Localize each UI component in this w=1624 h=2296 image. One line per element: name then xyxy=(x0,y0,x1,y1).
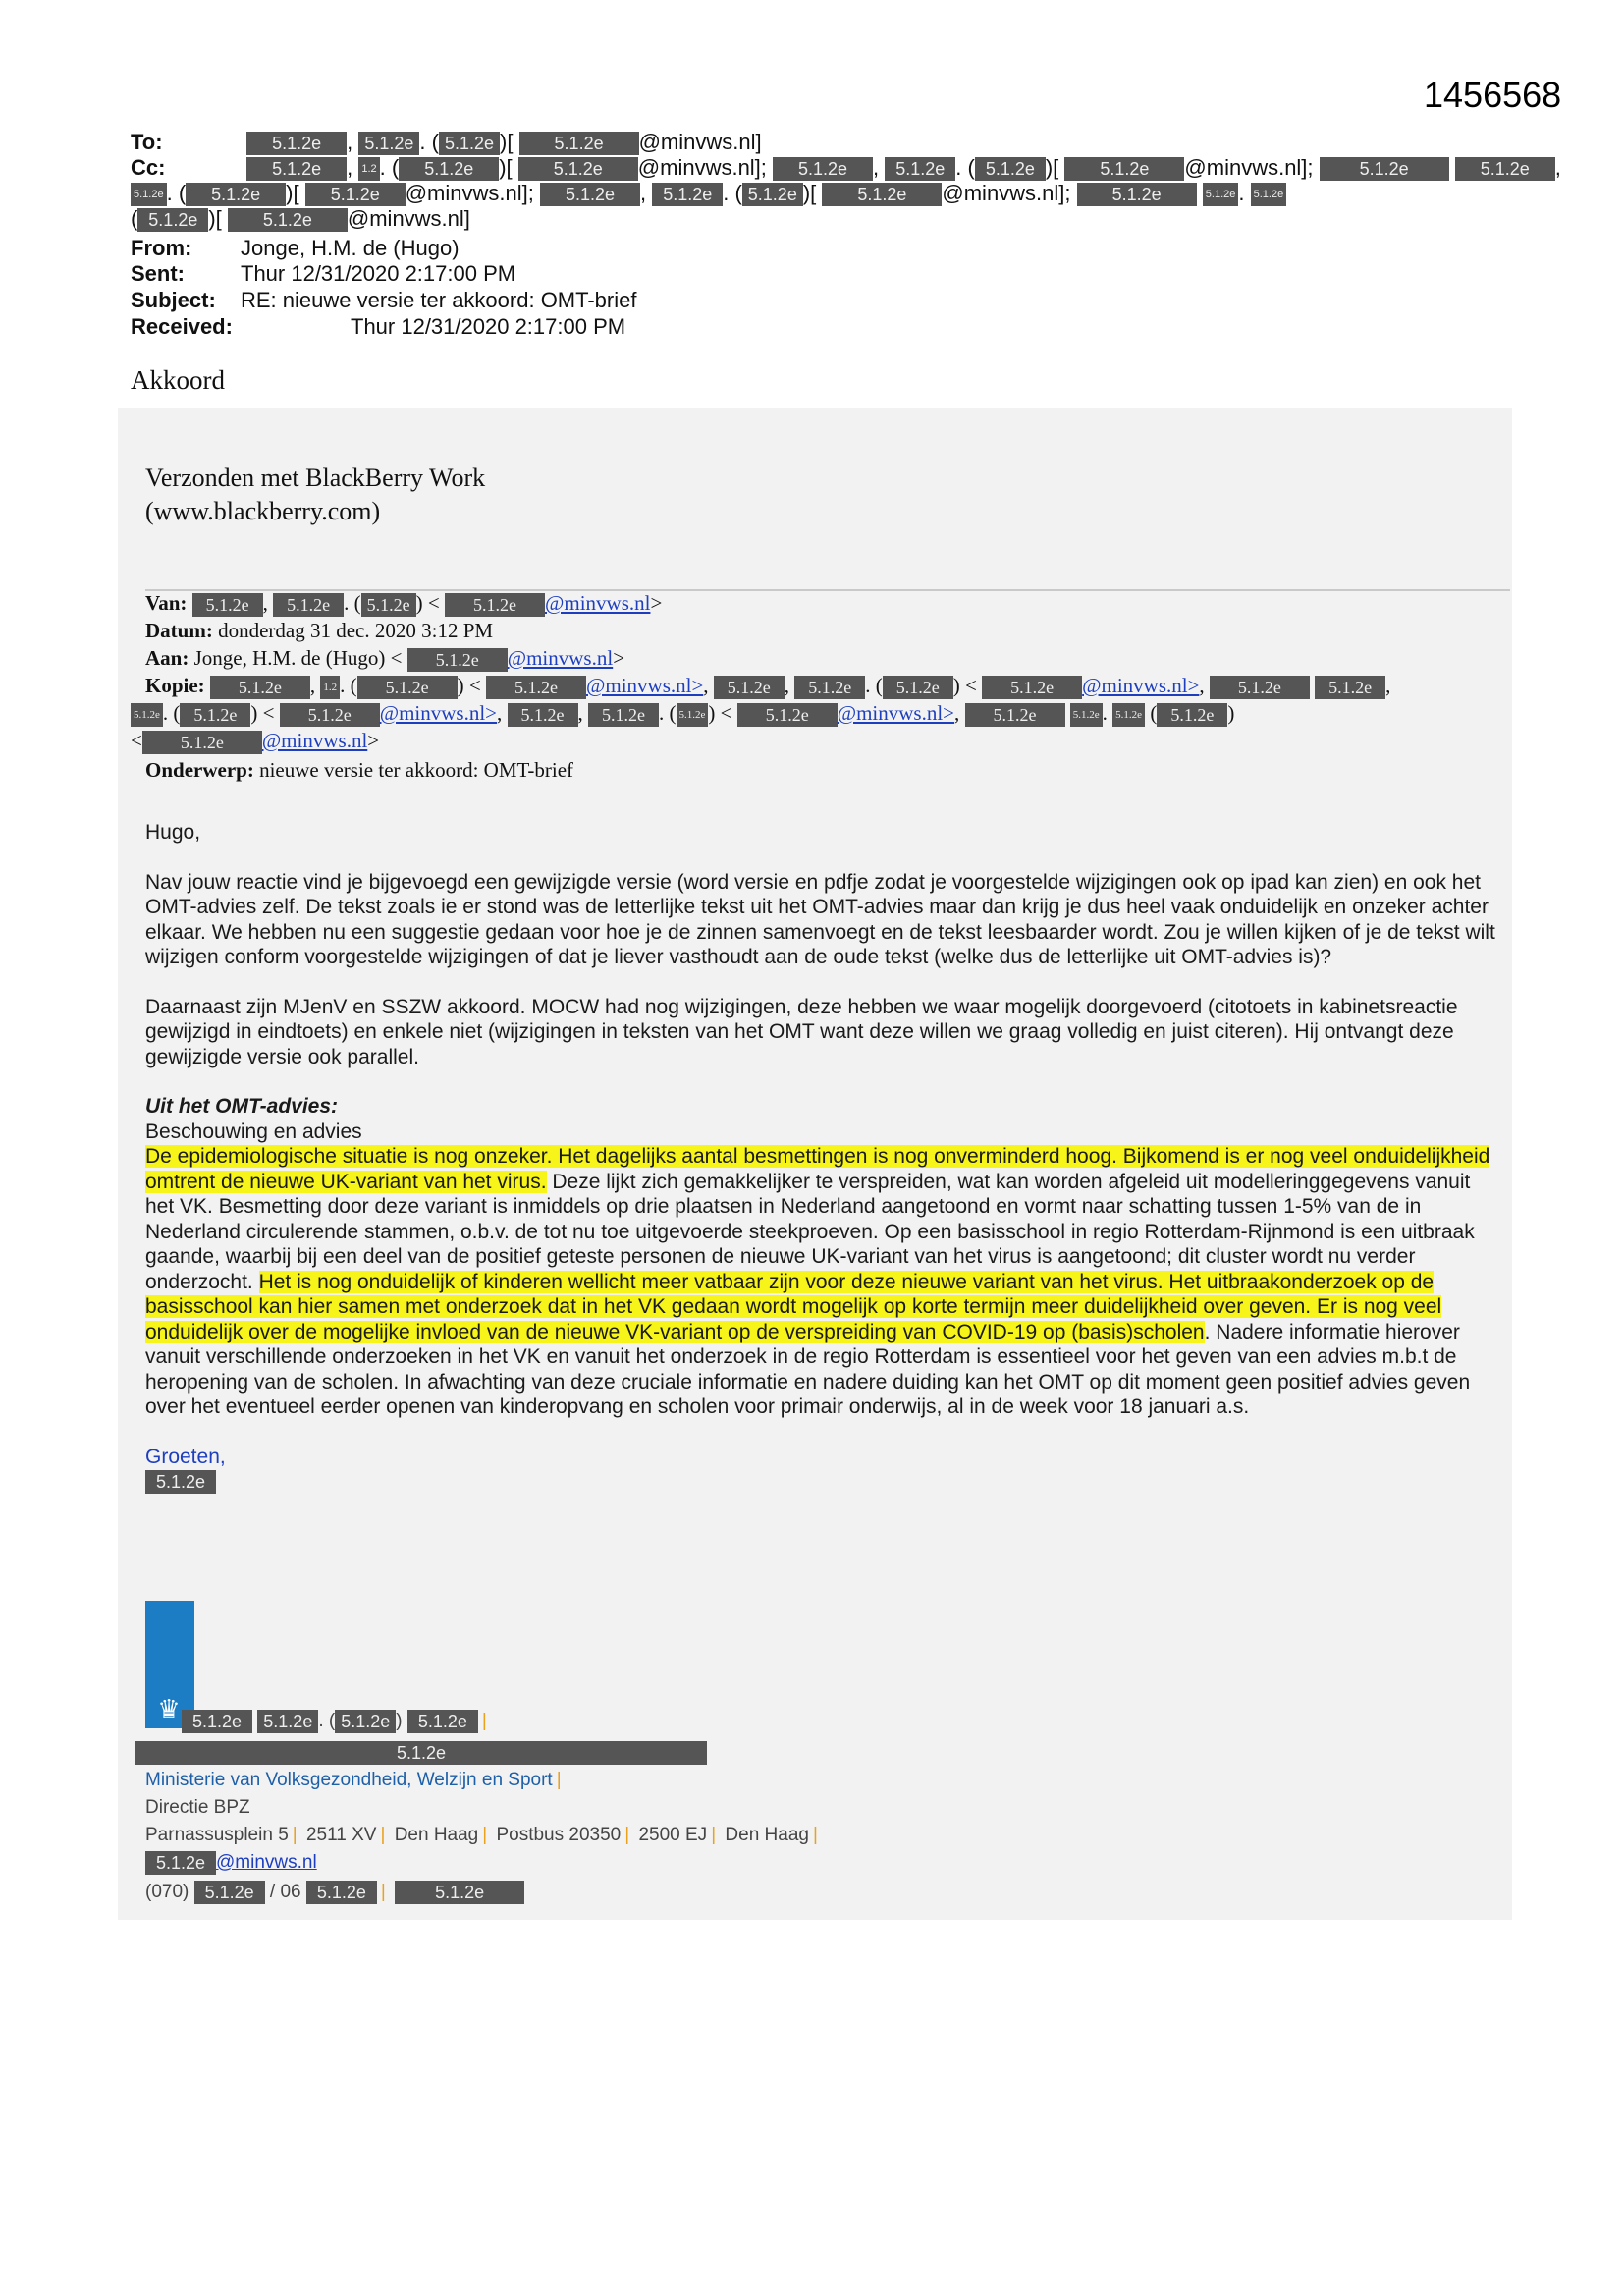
kopie-line-2: 5.1.2e . ( 5.1.2e ) < 5.1.2e @minvws.nl>, 5.1.2e , 5.1.2e . ( 5.1.2e ) < 5.1.2e @minvws.nl>, 5.1.2e 5.1.2e . 5.1.2e ( 5.1.2e ) xyxy=(131,699,1234,727)
email-link[interactable]: @minvws.nl xyxy=(507,646,614,670)
redaction: 5.1.2e xyxy=(145,1851,216,1875)
paragraph-2: Daarnaast zijn MJenV en SSZW akkoord. MOCW had nog wijzigingen, deze hebben we waar mogelijk doorgevoerd (citotoets in kabinetsreactie gewijzigd in eindtoets) en enkele niet (wijzigingen in teksten van het OMT want deze willen we graag volledig en juist citeren). Hij ontvangt deze gewijzigde versie ook parallel. xyxy=(145,995,1458,1068)
cc-label: Cc: xyxy=(131,155,166,180)
directie: Directie BPZ xyxy=(145,1797,250,1818)
redaction: 5.1.2e xyxy=(1064,157,1184,181)
ministry-label: Ministerie van Volksgezondheid, Welzijn en Sport xyxy=(145,1770,553,1790)
redaction: 1.2 xyxy=(320,676,340,699)
redaction: 5.1.2e xyxy=(358,132,419,155)
cc-domain: @minvws.nl]; xyxy=(637,155,767,180)
redaction: 5.1.2e xyxy=(407,648,508,672)
to-line: To: 5.1.2e , 5.1.2e . ( 5.1.2e )[ 5.1.2e @minvws.nl] xyxy=(131,130,762,154)
document-id: 1456568 xyxy=(1424,75,1562,115)
from-label: From: xyxy=(131,236,192,260)
paragraph-1: Nav jouw reactie vind je bijgevoegd een gewijzigde versie (word versie en pdfje zodat je voorgestelde wijzigingen ook op ipad kan zien) en ook het OMT-advies zelf. De tekst zoals ie er stond was de letterlijke tekst uit het OMT-advies maar dan krijg je dus heel vaak onduidelijk en onzeker achter elkaar. We hebben nu een suggestie gedaan voor hoe je de zinnen samenvoegt en de tekst leesbaarder wordt. Zou je willen kijken of je de tekst wilt wijzigen conform voorgestelde wijzigingen of dat je liever vasthoudt aan de oude tekst (welke dus de letterlijke uit OMT-advies is)? xyxy=(145,870,1495,968)
redaction: 5.1.2e xyxy=(399,157,499,181)
email-link[interactable]: @minvws.nl> xyxy=(379,701,498,725)
redaction: 5.1.2e xyxy=(186,183,286,206)
redaction: 5.1.2e xyxy=(794,676,865,699)
redaction: 5.1.2e xyxy=(131,183,167,206)
cc-line-2: 5.1.2e . ( 5.1.2e )[ 5.1.2e @minvws.nl]; 5.1.2e , 5.1.2e . ( 5.1.2e )[ 5.1.2e @minvws.nl]; 5.1.2e 5.1.2e . 5.1.2e xyxy=(131,181,1286,206)
cc-domain: @minvws.nl]; xyxy=(1184,155,1314,180)
redaction: 5.1.2e xyxy=(357,676,458,699)
redaction: 5.1.2e xyxy=(137,208,208,232)
cc-line-1: Cc: 5.1.2e , 1.2 . ( 5.1.2e )[ 5.1.2e @minvws.nl]; 5.1.2e , 5.1.2e . ( 5.1.2e )[ 5.1.2e @minvws.nl]; 5.1.2e 5.1.2e , xyxy=(131,155,1561,180)
redaction: 5.1.2e xyxy=(714,676,785,699)
redaction: 5.1.2e xyxy=(508,703,578,727)
email-link[interactable]: @minvws.nl> xyxy=(586,674,704,697)
redaction: 5.1.2e xyxy=(885,157,955,181)
omt-text-1: Deze lijkt zich gemakkelijker te verspreiden, wat kan worden afgeleid uit modelleringgegevens vanuit het VK. Besmetting door deze variant is inmiddels op drie plaatsen in Nederland aangetoond en vormt naar schatting tussen 1-5% van de in Nederland circulerende stammen, o.b.v. de tot nu toe uitgevoerde steekproeven. Op een basisschool in regio Rotterdam-Rijnmond is een uitbraak gaande, waarbij bij een deel van de positief geteste personen de nieuwe UK-variant van het virus is aangetoond; dit cluster wordt nu verder onderzocht. xyxy=(145,1170,1475,1293)
van-label: Van: xyxy=(145,591,188,615)
sent-with-text: Verzonden met BlackBerry Work xyxy=(145,464,486,492)
redaction: 5.1.2e xyxy=(439,132,500,155)
aan-label: Aan: xyxy=(145,646,189,670)
cc-line-3: ( 5.1.2e )[ 5.1.2e @minvws.nl] xyxy=(131,206,470,231)
phone-prefix: (070) xyxy=(145,1882,189,1902)
redaction: 5.1.2e xyxy=(486,676,586,699)
blackberry-signature xyxy=(145,462,485,528)
redaction: 5.1.2e xyxy=(975,157,1046,181)
redaction: 5.1.2e xyxy=(361,593,416,617)
email-link[interactable]: @minvws.nl xyxy=(545,591,651,615)
signature-email-link[interactable]: @minvws.nl xyxy=(216,1852,317,1873)
email-link[interactable]: @minvws.nl xyxy=(261,729,368,752)
redaction: 5.1.2e xyxy=(518,157,638,181)
redaction: 1.2 xyxy=(358,157,379,181)
address-part: Den Haag xyxy=(394,1825,479,1845)
signature-name-line: 5.1.2e 5.1.2e . ( 5.1.2e ) 5.1.2e | xyxy=(182,1709,491,1734)
redaction: 5.1.2e xyxy=(246,157,347,181)
redaction: 5.1.2e xyxy=(407,1710,478,1733)
sent-with-url: (www.blackberry.com) xyxy=(145,497,381,525)
redaction: 5.1.2e xyxy=(228,208,348,232)
redaction: 5.1.2e xyxy=(194,1881,265,1904)
redaction: 5.1.2e xyxy=(131,703,163,727)
redaction: 5.1.2e xyxy=(210,676,310,699)
redaction: 5.1.2e xyxy=(773,157,873,181)
to-domain: @minvws.nl] xyxy=(638,130,762,154)
redaction: 5.1.2e xyxy=(135,1741,707,1765)
onderwerp-line xyxy=(145,756,573,784)
redaction: 5.1.2e xyxy=(982,676,1082,699)
crest-icon: ♛ xyxy=(157,1694,181,1723)
redaction: 5.1.2e xyxy=(540,183,640,206)
email-link[interactable]: @minvws.nl> xyxy=(1082,674,1200,697)
redaction: 5.1.2e xyxy=(1455,157,1555,181)
redaction: 5.1.2e xyxy=(192,593,263,617)
redaction: 5.1.2e xyxy=(519,132,639,155)
redaction: 5.1.2e xyxy=(1251,183,1287,206)
kopie-line-3: < 5.1.2e @minvws.nl> xyxy=(131,729,380,753)
omt-subheading: Beschouwing en advies xyxy=(145,1120,362,1143)
redaction: 5.1.2e xyxy=(883,676,953,699)
signature-function-line xyxy=(135,1740,707,1766)
address-part: 2511 XV xyxy=(305,1825,377,1845)
onderwerp-value: nieuwe versie ter akkoord: OMT-brief xyxy=(259,758,574,782)
redaction: 5.1.2e xyxy=(335,1710,396,1733)
redaction: 5.1.2e xyxy=(1210,676,1310,699)
redaction: 5.1.2e xyxy=(145,1470,216,1494)
highlight-2: Het is nog onduidelijk of kinderen wellicht meer vatbaar zijn voor deze nieuwe variant van het virus. Het uitbraakonderzoek op de basisschool kan hier samen met onderzoek dat in het VK gedaan wordt mogelijk op korte termijn meer duidelijkheid over geven. Er is nog veel onduidelijk over de mogelijke invloed van de nieuwe VK-variant op de verspreiding van COVID-19 op (basis)scholen xyxy=(145,1270,1442,1343)
message-text xyxy=(145,820,1500,1495)
redaction: 5.1.2e xyxy=(677,703,709,727)
reply-text: Akkoord xyxy=(131,365,225,395)
redaction: 5.1.2e xyxy=(182,1710,252,1733)
redaction: 5.1.2e xyxy=(305,183,406,206)
mobile-prefix: / 06 xyxy=(269,1882,301,1902)
sent-line xyxy=(131,261,515,287)
redaction: 5.1.2e xyxy=(1070,703,1103,727)
redaction: 5.1.2e xyxy=(306,1881,377,1904)
redaction: 5.1.2e xyxy=(588,703,659,727)
redaction: 5.1.2e xyxy=(280,703,380,727)
aan-value: Jonge, H.M. de (Hugo) < xyxy=(193,646,403,670)
address-part: 2500 EJ xyxy=(638,1825,708,1845)
redaction: 5.1.2e xyxy=(1077,183,1197,206)
van-line: Van: 5.1.2e , 5.1.2e . ( 5.1.2e ) < 5.1.2e @minvws.nl> xyxy=(145,591,663,616)
redaction: 5.1.2e xyxy=(742,183,803,206)
from-line xyxy=(131,236,460,261)
omt-text-2: . Nadere informatie hierover vanuit verschillende onderzoeken in het VK en vanuit het onderzoek in de regio Rotterdam is essentieel voor het geven van een advies m.b.t de heropening van de scholen. In afwachting van deze cruciale informatie en nadere duiding kan het OMT op dit moment geen positief advies geven over het eventueel eerder openen van kinderopvang en scholen voor primair onderwijs, al in de week voor 18 januari a.s. xyxy=(145,1320,1471,1418)
redaction: 5.1.2e xyxy=(142,731,262,754)
address-part: Den Haag xyxy=(725,1825,809,1845)
ministry-name: Ministerie van Volksgezondheid, Welzijn en Sport | xyxy=(145,1770,562,1790)
subject-label: Subject: xyxy=(131,288,216,312)
received-label: Received: xyxy=(131,314,233,339)
redaction: 5.1.2e xyxy=(395,1881,524,1904)
from-value: Jonge, H.M. de (Hugo) xyxy=(241,236,460,260)
address-part: Parnassusplein 5 xyxy=(145,1825,289,1845)
redaction: 5.1.2e xyxy=(965,703,1065,727)
highlight-1: De epidemiologische situatie is nog onzeker. Het dagelijks aantal besmettingen is nog onverminderd hoog. Bijkomend is er nog veel onduidelijkheid omtrent de nieuwe UK-variant van het virus. xyxy=(145,1145,1490,1193)
sender-name xyxy=(145,1469,1500,1495)
redaction: 5.1.2e xyxy=(180,703,250,727)
to-label: To: xyxy=(131,130,163,154)
redaction: 5.1.2e xyxy=(737,703,838,727)
greeting: Hugo, xyxy=(145,821,201,844)
address-part: Postbus 20350 xyxy=(496,1825,622,1845)
sent-label: Sent: xyxy=(131,261,185,286)
redaction: 5.1.2e xyxy=(246,132,347,155)
received-value: Thur 12/31/2020 2:17:00 PM xyxy=(351,314,626,339)
cc-domain: @minvws.nl] xyxy=(347,206,470,231)
redaction: 5.1.2e xyxy=(273,593,344,617)
redaction: 5.1.2e xyxy=(1157,703,1227,727)
redaction: 5.1.2e xyxy=(257,1710,318,1733)
received-line xyxy=(131,314,625,340)
kopie-label: Kopie: xyxy=(145,674,205,697)
redaction: 5.1.2e xyxy=(1315,676,1385,699)
subject-value: RE: nieuwe versie ter akkoord: OMT-brief xyxy=(241,288,637,312)
redaction: 5.1.2e xyxy=(1320,157,1449,181)
sent-value: Thur 12/31/2020 2:17:00 PM xyxy=(241,261,516,286)
email-link[interactable]: @minvws.nl> xyxy=(837,701,955,725)
phone-line: (070) 5.1.2e / 06 5.1.2e | 5.1.2e xyxy=(145,1880,524,1905)
datum-value: donderdag 31 dec. 2020 3:12 PM xyxy=(218,619,494,642)
redaction: 5.1.2e xyxy=(1112,703,1145,727)
omt-paragraph xyxy=(145,1144,1500,1420)
kopie-line-1: Kopie: 5.1.2e , 1.2 . ( 5.1.2e ) < 5.1.2e @minvws.nl>, 5.1.2e , 5.1.2e . ( 5.1.2e ) < 5.1.2e @minvws.nl>, 5.1.2e 5.1.2e , xyxy=(145,674,1391,698)
cc-domain: @minvws.nl]; xyxy=(405,181,534,205)
email-line xyxy=(145,1850,317,1876)
redaction: 5.1.2e xyxy=(652,183,723,206)
redaction: 5.1.2e xyxy=(1203,183,1239,206)
onderwerp-label: Onderwerp: xyxy=(145,758,254,782)
address-line: Parnassusplein 5 | 2511 XV | Den Haag | Postbus 20350 | 2500 EJ | Den Haag | xyxy=(145,1825,818,1845)
cc-domain: @minvws.nl]; xyxy=(942,181,1071,205)
closing: Groeten, xyxy=(145,1445,226,1468)
subject-line xyxy=(131,288,636,313)
omt-heading: Uit het OMT-advies: xyxy=(145,1095,339,1118)
redaction: 5.1.2e xyxy=(445,593,545,617)
datum-label: Datum: xyxy=(145,619,213,642)
datum-line xyxy=(145,617,493,644)
redaction: 5.1.2e xyxy=(822,183,942,206)
aan-line: Aan: Jonge, H.M. de (Hugo) < 5.1.2e @minvws.nl> xyxy=(145,646,625,671)
